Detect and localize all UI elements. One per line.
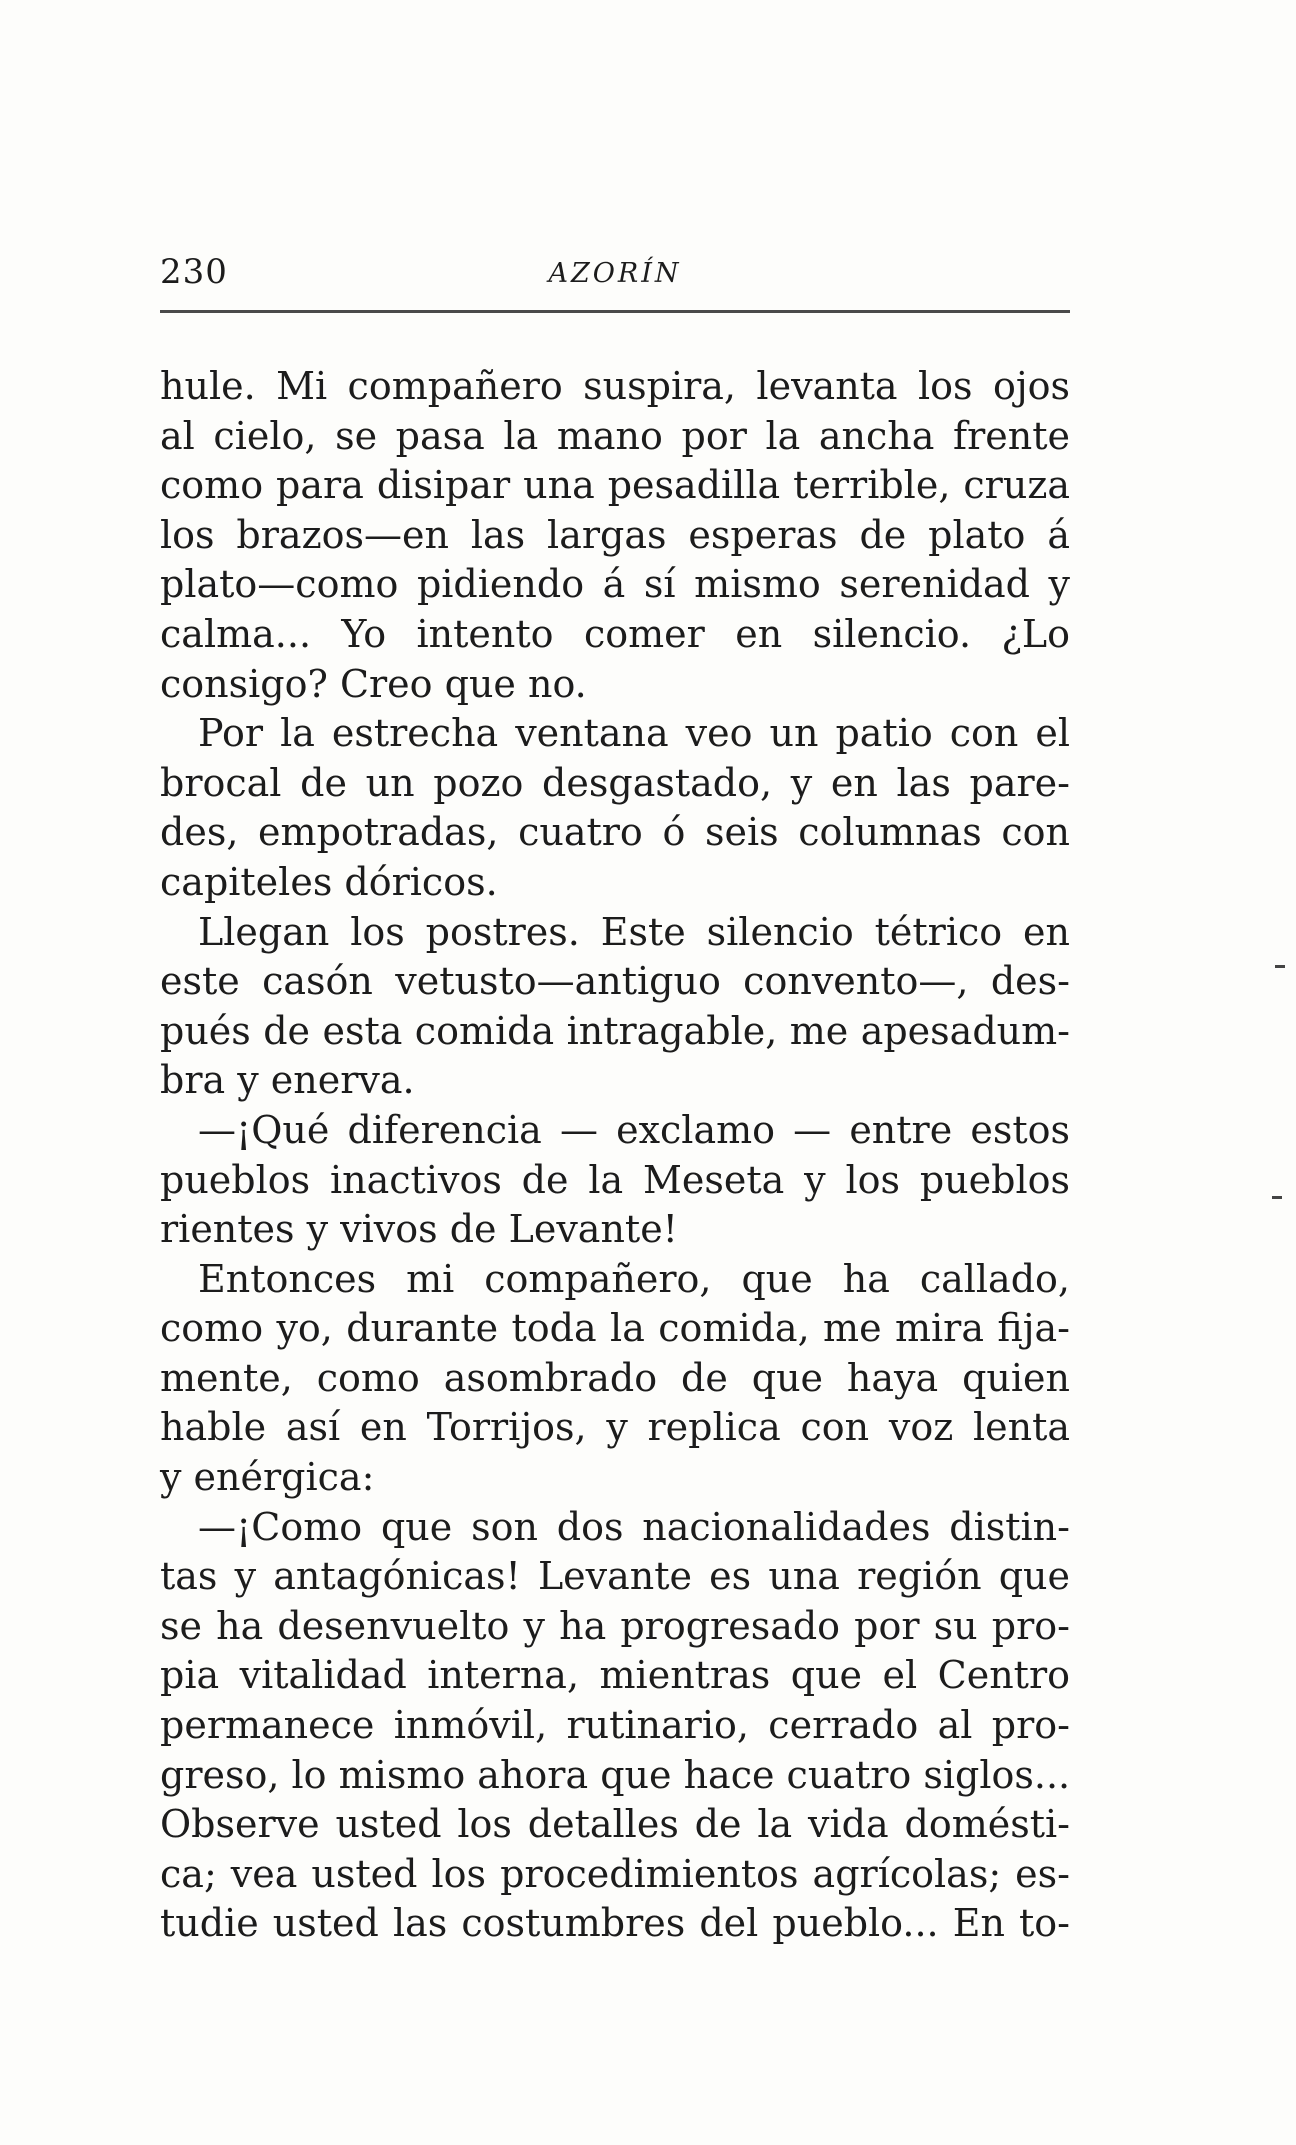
margin-mark bbox=[1275, 965, 1285, 968]
text-line: los brazos—en las largas esperas de plato á bbox=[160, 512, 1070, 557]
text-line: plato—como pidiendo á sí mismo serenidad y bbox=[160, 562, 1070, 607]
text-line: Por la estrecha ventana veo un patio con el bbox=[198, 711, 1070, 756]
text-line: se ha desenvuelto y ha progresado por su pro- bbox=[160, 1603, 1070, 1648]
text-line: hule. Mi compañero suspira, levanta los ojos bbox=[160, 364, 1070, 408]
text-line: —¡Qué diferencia — exclamo — entre estos bbox=[198, 1107, 1070, 1152]
text-line: consigo? Creo que no. bbox=[160, 661, 587, 706]
header-rule bbox=[160, 310, 1070, 313]
text-line: este casón vetusto—antiguo convento—, des- bbox=[160, 959, 1070, 1004]
text-line: tudie usted las costumbres del pueblo... En to- bbox=[160, 1901, 1070, 1946]
margin-mark bbox=[1272, 1196, 1282, 1199]
text-line: pueblos inactivos de la Meseta y los pueblos bbox=[160, 1157, 1070, 1202]
text-line: al cielo, se pasa la mano por la ancha frente bbox=[160, 413, 1070, 458]
text-line: pia vitalidad interna, mientras que el Centro bbox=[160, 1653, 1070, 1698]
text-line: Llegan los postres. Este silencio tétrico en bbox=[198, 909, 1070, 954]
text-line: hable así en Torrijos, y replica con voz lenta bbox=[160, 1405, 1070, 1450]
running-head: AZORÍN bbox=[548, 258, 682, 289]
text-line: brocal de un pozo desgastado, y en las pare- bbox=[160, 760, 1070, 805]
text-line: calma... Yo intento comer en silencio. ¿Lo bbox=[160, 611, 1070, 656]
page-number: 230 bbox=[160, 252, 228, 292]
text-line: mente, como asombrado de que haya quien bbox=[160, 1355, 1070, 1400]
text-line: greso, lo mismo ahora que hace cuatro siglos... bbox=[160, 1752, 1071, 1797]
text-line: tas y antagónicas! Levante es una región que bbox=[160, 1554, 1070, 1599]
text-line: como para disipar una pesadilla terrible, cruza bbox=[160, 463, 1070, 508]
text-line: como yo, durante toda la comida, me mira fija- bbox=[160, 1306, 1070, 1351]
text-line: pués de esta comida intragable, me apesadum- bbox=[160, 1008, 1070, 1053]
text-line: Entonces mi compañero, que ha callado, bbox=[198, 1256, 1070, 1301]
text-line: Observe usted los detalles de la vida domésti- bbox=[160, 1802, 1070, 1847]
text-line: bra y enerva. bbox=[160, 1058, 415, 1103]
text-line: y enérgica: bbox=[160, 1455, 375, 1500]
text-line: permanece inmóvil, rutinario, cerrado al pro- bbox=[160, 1703, 1070, 1748]
text-line: des, empotradas, cuatro ó seis columnas con bbox=[160, 810, 1070, 855]
text-line: rientes y vivos de Levante! bbox=[160, 1207, 678, 1252]
text-line: —¡Como que son dos nacionalidades distin- bbox=[198, 1504, 1070, 1549]
body-text bbox=[160, 362, 1070, 1949]
text-line: capiteles dóricos. bbox=[160, 859, 498, 904]
page-header bbox=[160, 252, 1070, 302]
text-line: ca; vea usted los procedimientos agrícolas; es- bbox=[160, 1851, 1070, 1896]
